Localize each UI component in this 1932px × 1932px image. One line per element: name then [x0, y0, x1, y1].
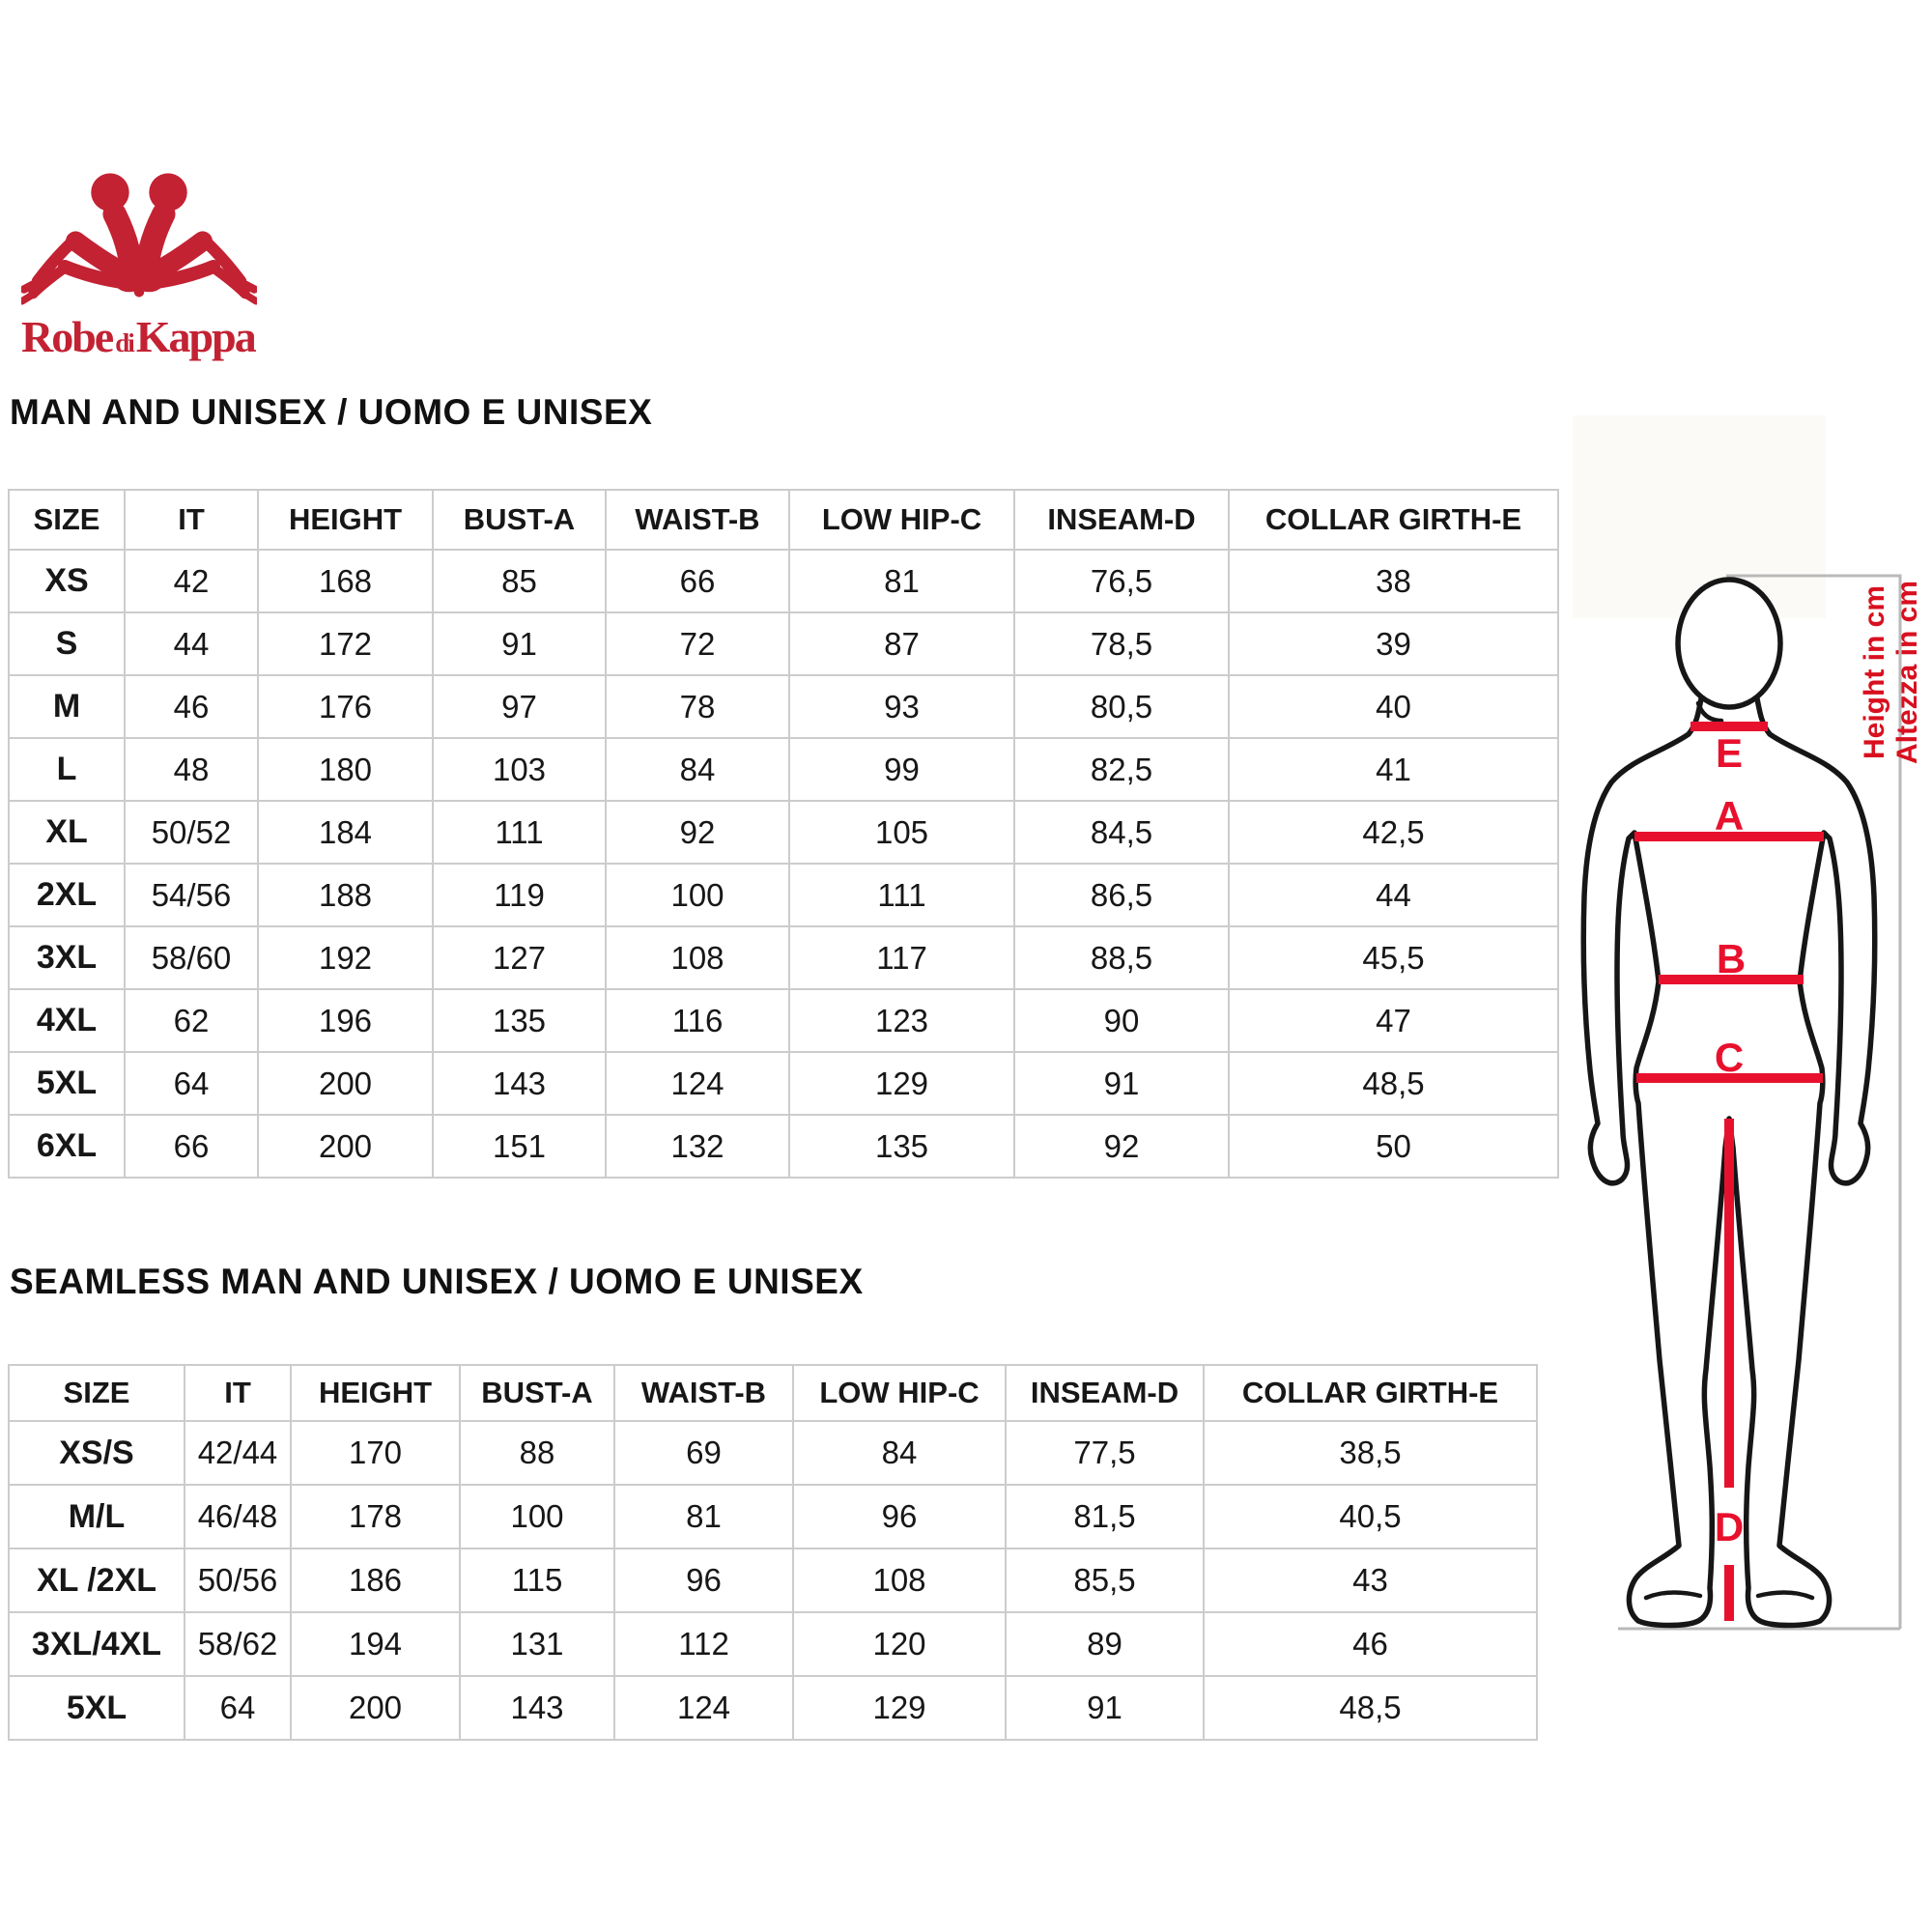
header-row: [9, 1365, 1537, 1421]
height-note-en: Height in cm: [1859, 584, 1890, 760]
value-cell: 50/56: [185, 1548, 291, 1612]
size-cell: 2XL: [9, 864, 125, 926]
value-cell: 66: [606, 550, 789, 612]
value-cell: 151: [433, 1115, 606, 1178]
value-cell: 116: [606, 989, 789, 1052]
size-cell: M: [9, 675, 125, 738]
column-header: BUST-A: [433, 490, 606, 550]
value-cell: 50/52: [125, 801, 258, 864]
column-header: HEIGHT: [258, 490, 433, 550]
value-cell: 78,5: [1014, 612, 1229, 675]
value-cell: 81: [789, 550, 1014, 612]
value-cell: 132: [606, 1115, 789, 1178]
value-cell: 108: [606, 926, 789, 989]
table-row: [9, 1485, 1537, 1548]
value-cell: 124: [614, 1676, 793, 1740]
value-cell: 108: [793, 1548, 1006, 1612]
value-cell: 81,5: [1006, 1485, 1204, 1548]
value-cell: 92: [606, 801, 789, 864]
value-cell: 119: [433, 864, 606, 926]
value-cell: 40: [1229, 675, 1558, 738]
value-cell: 40,5: [1204, 1485, 1537, 1548]
value-cell: 46: [125, 675, 258, 738]
value-cell: 168: [258, 550, 433, 612]
value-cell: 84: [793, 1421, 1006, 1485]
value-cell: 129: [789, 1052, 1014, 1115]
column-header: COLLAR GIRTH-E: [1229, 490, 1558, 550]
value-cell: 112: [614, 1612, 793, 1676]
value-cell: 111: [433, 801, 606, 864]
column-header: COLLAR GIRTH-E: [1204, 1365, 1537, 1421]
table-row: [9, 738, 1558, 801]
value-cell: 48: [125, 738, 258, 801]
value-cell: 103: [433, 738, 606, 801]
value-cell: 46/48: [185, 1485, 291, 1548]
value-cell: 91: [1006, 1676, 1204, 1740]
value-cell: 38,5: [1204, 1421, 1537, 1485]
label-collar-E: E: [1715, 730, 1744, 776]
value-cell: 178: [291, 1485, 460, 1548]
value-cell: 41: [1229, 738, 1558, 801]
value-cell: 48,5: [1229, 1052, 1558, 1115]
value-cell: 96: [793, 1485, 1006, 1548]
value-cell: 44: [125, 612, 258, 675]
value-cell: 111: [789, 864, 1014, 926]
size-cell: XS/S: [9, 1421, 185, 1485]
label-inseam-D: D: [1714, 1504, 1745, 1549]
value-cell: 92: [1014, 1115, 1229, 1178]
value-cell: 91: [433, 612, 606, 675]
column-header: LOW HIP-C: [793, 1365, 1006, 1421]
value-cell: 88,5: [1014, 926, 1229, 989]
table-row: [9, 926, 1558, 989]
value-cell: 64: [125, 1052, 258, 1115]
label-low-hip-C: C: [1714, 1035, 1745, 1080]
column-header: BUST-A: [460, 1365, 614, 1421]
column-header: SIZE: [9, 1365, 185, 1421]
section-title-man-unisex: MAN AND UNISEX / UOMO E UNISEX: [10, 392, 653, 432]
size-cell: XS: [9, 550, 125, 612]
value-cell: 86,5: [1014, 864, 1229, 926]
value-cell: 81: [614, 1485, 793, 1548]
value-cell: 42,5: [1229, 801, 1558, 864]
kappa-logo: [21, 162, 272, 359]
value-cell: 176: [258, 675, 433, 738]
value-cell: 91: [1014, 1052, 1229, 1115]
value-cell: 85,5: [1006, 1548, 1204, 1612]
value-cell: 117: [789, 926, 1014, 989]
logo-word-robe: Robe: [21, 312, 113, 361]
section-title-seamless: SEAMLESS MAN AND UNISEX / UOMO E UNISEX: [10, 1262, 864, 1301]
value-cell: 105: [789, 801, 1014, 864]
value-cell: 45,5: [1229, 926, 1558, 989]
table-row: [9, 675, 1558, 738]
label-waist-B: B: [1716, 936, 1747, 981]
value-cell: 39: [1229, 612, 1558, 675]
table-row: [9, 1421, 1537, 1485]
size-cell: 3XL: [9, 926, 125, 989]
value-cell: 100: [460, 1485, 614, 1548]
value-cell: 43: [1204, 1548, 1537, 1612]
value-cell: 172: [258, 612, 433, 675]
column-header: WAIST-B: [614, 1365, 793, 1421]
value-cell: 87: [789, 612, 1014, 675]
value-cell: 99: [789, 738, 1014, 801]
value-cell: 69: [614, 1421, 793, 1485]
size-cell: S: [9, 612, 125, 675]
value-cell: 76,5: [1014, 550, 1229, 612]
omini-left-figure: [22, 173, 145, 300]
value-cell: 120: [793, 1612, 1006, 1676]
value-cell: 77,5: [1006, 1421, 1204, 1485]
size-cell: XL: [9, 801, 125, 864]
value-cell: 170: [291, 1421, 460, 1485]
label-bust-A: A: [1714, 793, 1745, 838]
value-cell: 88: [460, 1421, 614, 1485]
value-cell: 186: [291, 1548, 460, 1612]
value-cell: 100: [606, 864, 789, 926]
value-cell: 200: [258, 1115, 433, 1178]
logo-wordmark: [21, 312, 272, 361]
value-cell: 96: [614, 1548, 793, 1612]
value-cell: 85: [433, 550, 606, 612]
size-cell: M/L: [9, 1485, 185, 1548]
value-cell: 123: [789, 989, 1014, 1052]
size-cell: 4XL: [9, 989, 125, 1052]
value-cell: 84,5: [1014, 801, 1229, 864]
logo-word-kappa: Kappa: [135, 312, 255, 361]
omini-right-figure: [133, 173, 256, 300]
value-cell: 38: [1229, 550, 1558, 612]
table-row: [9, 1612, 1537, 1676]
column-header: INSEAM-D: [1014, 490, 1229, 550]
value-cell: 64: [185, 1676, 291, 1740]
value-cell: 180: [258, 738, 433, 801]
size-table-man-unisex: [8, 489, 1559, 1179]
value-cell: 184: [258, 801, 433, 864]
value-cell: 72: [606, 612, 789, 675]
table-row: [9, 1548, 1537, 1612]
value-cell: 115: [460, 1548, 614, 1612]
column-header: LOW HIP-C: [789, 490, 1014, 550]
size-table-seamless: [8, 1364, 1538, 1741]
size-cell: 3XL/4XL: [9, 1612, 185, 1676]
value-cell: 188: [258, 864, 433, 926]
value-cell: 58/60: [125, 926, 258, 989]
table-row: [9, 801, 1558, 864]
value-cell: 78: [606, 675, 789, 738]
value-cell: 82,5: [1014, 738, 1229, 801]
table-row: [9, 1676, 1537, 1740]
value-cell: 129: [793, 1676, 1006, 1740]
size-cell: L: [9, 738, 125, 801]
value-cell: 192: [258, 926, 433, 989]
value-cell: 135: [433, 989, 606, 1052]
size-cell: 6XL: [9, 1115, 125, 1178]
value-cell: 89: [1006, 1612, 1204, 1676]
header-row: [9, 490, 1558, 550]
value-cell: 66: [125, 1115, 258, 1178]
table-row: [9, 550, 1558, 612]
height-note-it: Altezza in cm: [1891, 580, 1923, 765]
table-row: [9, 612, 1558, 675]
value-cell: 54/56: [125, 864, 258, 926]
value-cell: 42: [125, 550, 258, 612]
value-cell: 143: [433, 1052, 606, 1115]
column-header: HEIGHT: [291, 1365, 460, 1421]
value-cell: 131: [460, 1612, 614, 1676]
size-cell: 5XL: [9, 1676, 185, 1740]
logo-word-di: di: [115, 328, 133, 357]
value-cell: 194: [291, 1612, 460, 1676]
value-cell: 124: [606, 1052, 789, 1115]
column-header: SIZE: [9, 490, 125, 550]
value-cell: 127: [433, 926, 606, 989]
value-cell: 47: [1229, 989, 1558, 1052]
column-header: WAIST-B: [606, 490, 789, 550]
value-cell: 90: [1014, 989, 1229, 1052]
kappa-omini-icon: [21, 162, 257, 313]
value-cell: 62: [125, 989, 258, 1052]
size-cell: 5XL: [9, 1052, 125, 1115]
column-header: IT: [185, 1365, 291, 1421]
value-cell: 58/62: [185, 1612, 291, 1676]
table-row: [9, 1052, 1558, 1115]
value-cell: 143: [460, 1676, 614, 1740]
column-header: IT: [125, 490, 258, 550]
value-cell: 80,5: [1014, 675, 1229, 738]
value-cell: 42/44: [185, 1421, 291, 1485]
value-cell: 135: [789, 1115, 1014, 1178]
value-cell: 48,5: [1204, 1676, 1537, 1740]
head-outline: [1678, 580, 1780, 707]
value-cell: 44: [1229, 864, 1558, 926]
value-cell: 200: [291, 1676, 460, 1740]
table-row: [9, 864, 1558, 926]
value-cell: 93: [789, 675, 1014, 738]
value-cell: 97: [433, 675, 606, 738]
size-cell: XL /2XL: [9, 1548, 185, 1612]
value-cell: 84: [606, 738, 789, 801]
body-measurement-diagram: [1575, 568, 1922, 1642]
value-cell: 200: [258, 1052, 433, 1115]
table-row: [9, 989, 1558, 1052]
column-header: INSEAM-D: [1006, 1365, 1204, 1421]
table-row: [9, 1115, 1558, 1178]
value-cell: 50: [1229, 1115, 1558, 1178]
value-cell: 46: [1204, 1612, 1537, 1676]
value-cell: 196: [258, 989, 433, 1052]
